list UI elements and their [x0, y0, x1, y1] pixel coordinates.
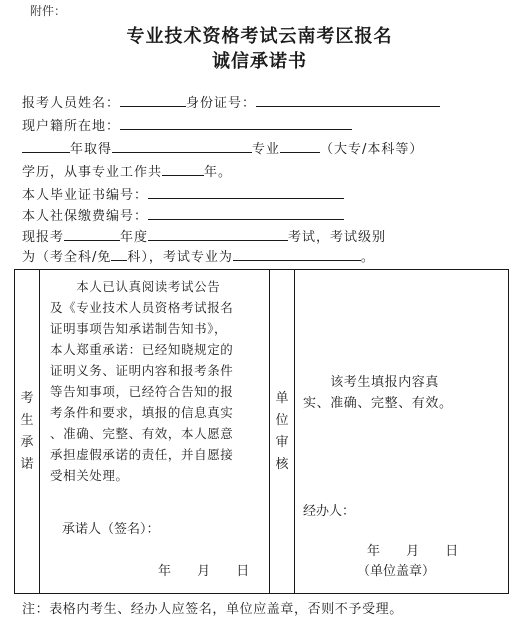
social-security-label: 本人社保缴费编号：: [22, 209, 149, 224]
obtained-year-blank[interactable]: [22, 139, 70, 153]
residence-row: [22, 115, 352, 134]
name-id-row: [22, 92, 440, 111]
signature-label[interactable]: 承诺人（签名）：: [62, 522, 160, 537]
seal-label: （单位盖章）: [357, 564, 436, 579]
commitment-table: [14, 269, 509, 594]
apply-exam-row: [22, 226, 386, 245]
degree-row: [22, 138, 423, 157]
years-suffix: 年。: [204, 165, 233, 180]
name-blank[interactable]: [120, 93, 186, 107]
unit-review-label: 单 位 审 核: [270, 270, 295, 594]
exam-level-label: 考试，考试级别: [288, 230, 387, 245]
obtained-year-label: 年取得: [70, 142, 113, 157]
degree-options: （大专/本科等）: [320, 142, 424, 157]
apply-year-blank[interactable]: [64, 227, 120, 241]
id-blank[interactable]: [256, 93, 440, 107]
major-label: 专业: [252, 142, 281, 157]
residence-blank[interactable]: [120, 116, 352, 130]
year-unit: 年度: [120, 230, 149, 245]
exam-specialty-blank[interactable]: [233, 247, 361, 261]
work-years-row: [22, 161, 232, 180]
page-title-line2: 诚信承诺书: [212, 51, 307, 72]
footer-note: 注：表格内考生、经办人应签名，单位应盖章，否则不予受理。: [22, 602, 403, 617]
id-label: 身份证号：: [186, 96, 257, 111]
social-security-row: [22, 205, 344, 224]
social-security-blank[interactable]: [148, 206, 344, 220]
certificate-blank[interactable]: [148, 185, 344, 199]
for-text: 为（考全科/免: [22, 250, 112, 265]
major-blank[interactable]: [112, 139, 252, 153]
exam-level-row: [22, 246, 375, 265]
page-title-line1: 专业技术资格考试云南考区报名: [126, 26, 393, 47]
promise-text: 本人已认真阅读考试公告 及《专业技术人员资格考试报名 证明事项告知承诺制告知书》， 本人郑重承诺：已经知晓规定的 证明义务、证明内容和报考条件 等告知事项，已经符合告知的报 考条件和要求，填报的信息真实 、准确、完整、有效，本人愿意 承担虚假承诺的责任，并自愿接 受相关处理。: [50, 279, 234, 483]
name-label: 报考人员姓名：: [22, 96, 121, 111]
exam-name-blank[interactable]: [148, 227, 288, 241]
certificate-label: 本人毕业证书编号：: [22, 188, 149, 203]
work-years-blank[interactable]: [162, 162, 204, 176]
exempt-subject-blank[interactable]: [111, 247, 127, 261]
apply-prefix: 现报考: [22, 230, 65, 245]
attachment-label: 附件：: [30, 4, 67, 18]
subject-text: 科），考试专业为: [127, 250, 233, 265]
agent-label[interactable]: 经办人：: [303, 504, 356, 519]
end-mark: 。: [360, 250, 375, 265]
promise-date: 年 月 日: [158, 564, 250, 579]
degree-blank[interactable]: [280, 139, 320, 153]
review-cell: [295, 270, 509, 594]
education-prefix: 学历，从事专业工作共: [22, 165, 163, 180]
certificate-row: [22, 184, 344, 203]
review-date: 年 月 日: [367, 544, 459, 559]
promise-cell: [40, 270, 270, 594]
residence-label: 现户籍所在地：: [22, 119, 121, 134]
review-text: 该考生填报内容真 实、准确、完整、有效。: [303, 375, 453, 411]
candidate-commitment-label: 考 生 承 诺: [15, 270, 40, 594]
